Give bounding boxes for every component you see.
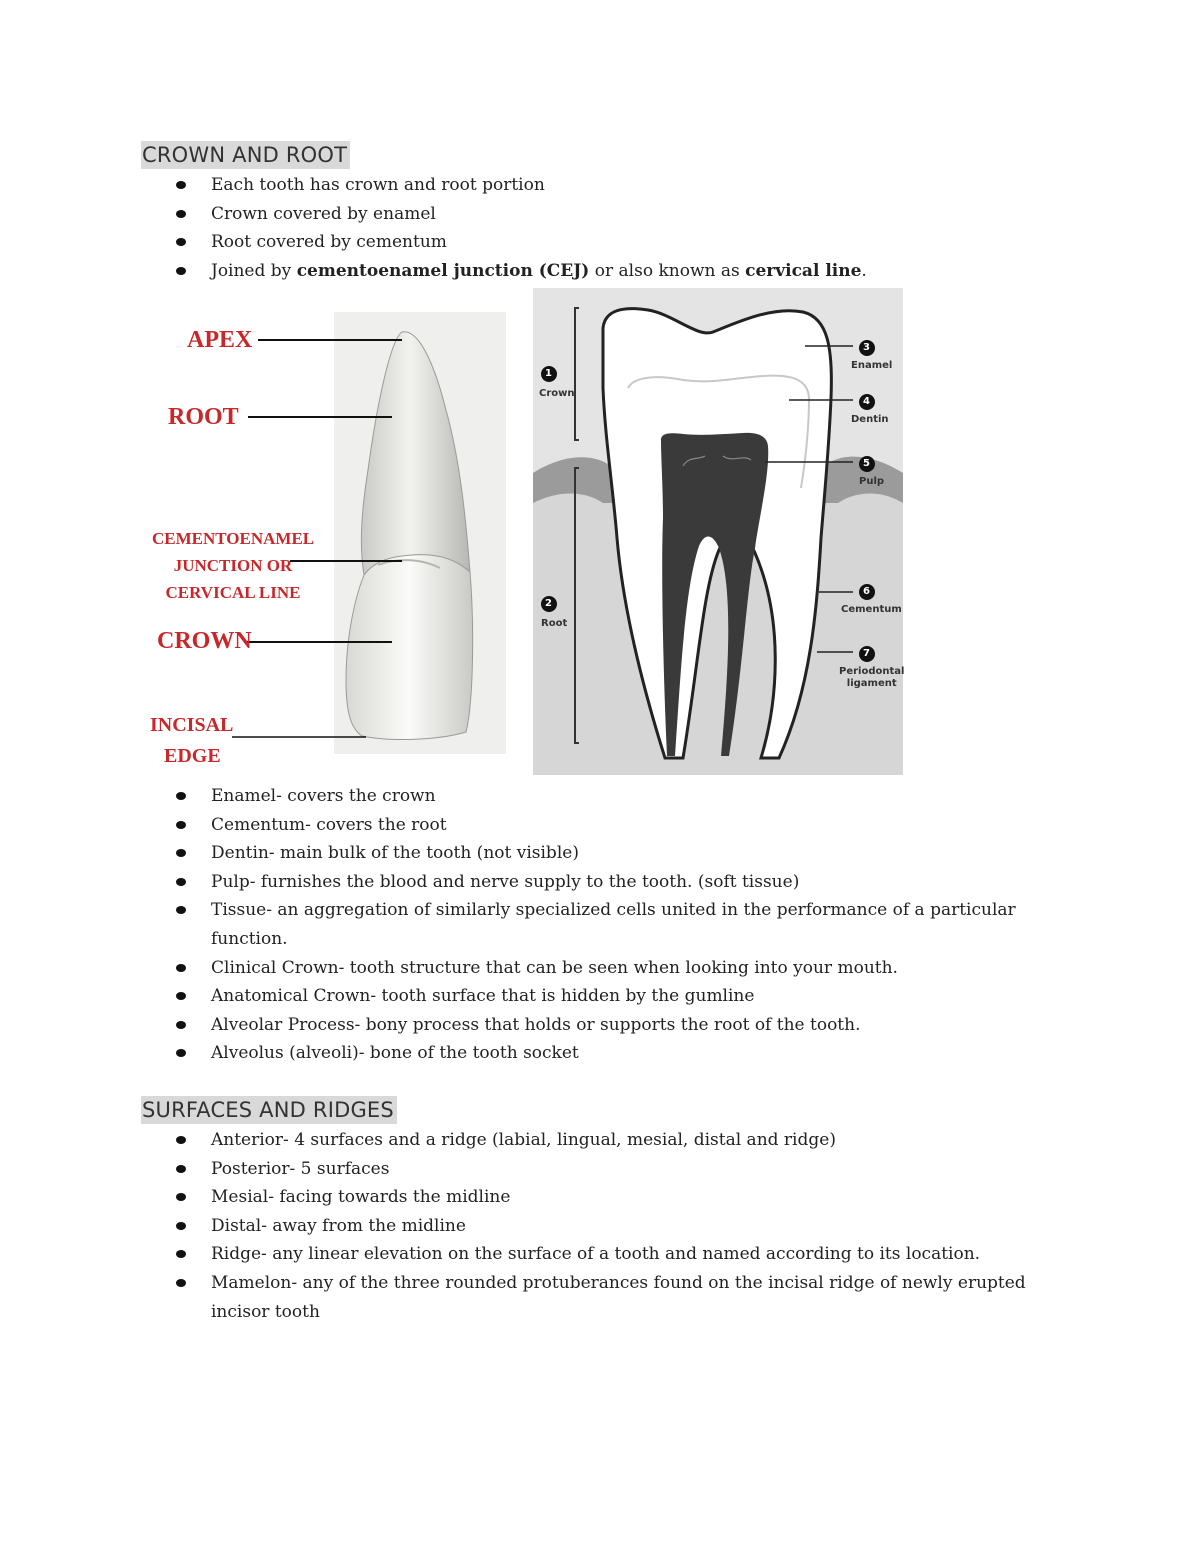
list-item: Posterior- 5 surfaces [176,1155,1031,1184]
enamel-number: 3 [863,342,870,353]
enamel-label: Enamel [851,360,893,371]
cej-label [152,525,314,606]
list-item: Anterior- 4 surfaces and a ridge (labial, lingual, mesial, distal and ridge) [176,1126,1031,1155]
cej-label-line: JUNCTION OR [173,556,293,575]
text: or also known as [589,260,746,281]
intro-bullet-list [176,171,867,285]
list-item: Root covered by cementum [176,228,867,257]
list-item: Clinical Crown- tooth structure that can be seen when looking into your mouth. [176,954,1021,983]
list-item: Crown covered by enamel [176,200,867,229]
list-item: Ridge- any linear elevation on the surface of a tooth and named according to its location. [176,1240,1021,1269]
list-item: Each tooth has crown and root portion [176,171,867,200]
text: . [861,260,867,281]
pdl-label-line: ligament [846,678,897,689]
list-item-cej [176,257,867,286]
incisal-label-line: INCISAL [150,714,234,736]
list-item: Cementum- covers the root [176,811,1021,840]
pdl-label-line: Periodontal [839,666,905,677]
root-number: 2 [545,598,552,609]
list-item: Anatomical Crown- tooth surface that is hidden by the gumline [176,982,1021,1011]
pulp-number: 5 [863,458,870,469]
list-item: Enamel- covers the crown [176,782,1021,811]
list-item: Tissue- an aggregation of similarly specialized cells united in the performance of a particular function. [176,896,1021,953]
section-heading-crown-and-root: CROWN AND ROOT [141,141,350,169]
list-item: Distal- away from the midline [176,1212,1031,1241]
molar-cross-section-figure [533,288,903,775]
apex-label: APEX [187,327,253,353]
crown-number: 1 [545,368,552,379]
dentin-label: Dentin [851,414,889,425]
list-item: Mamelon- any of the three rounded protuberances found on the incisal ridge of newly erupted incisor tooth [176,1269,1031,1326]
list-item: Dentin- main bulk of the tooth (not visible) [176,839,1021,868]
pdl-number: 7 [863,648,870,659]
incisal-label-line: EDGE [164,745,221,767]
section-heading-surfaces-and-ridges: SURFACES AND RIDGES [141,1096,397,1124]
bold-term-cej: cementoenamel junction (CEJ) [296,260,590,281]
root-label: ROOT [168,404,239,430]
definitions-bullet-list [176,782,1021,1068]
text: Joined by [211,260,297,281]
list-item: Alveolus (alveoli)- bone of the tooth socket [176,1039,1021,1068]
bold-term-cervical-line: cervical line [745,260,862,281]
surfaces-bullet-list [176,1126,1031,1326]
crown-shape [346,555,473,740]
pulp-label: Pulp [859,476,885,487]
cementum-label: Cementum [841,604,902,615]
incisor-figure [140,300,520,785]
list-item: Pulp- furnishes the blood and nerve supply to the tooth. (soft tissue) [176,868,1021,897]
crown-side-label: Crown [539,388,575,399]
root-side-label: Root [541,618,568,629]
periodontal-ligament-label [839,666,904,690]
crown-label: CROWN [157,628,252,654]
cej-label-line: CEMENTOENAMEL [152,529,315,548]
incisal-edge-label [150,710,250,772]
cementum-number: 6 [863,586,870,597]
molar-illustration [533,288,903,775]
list-item: Mesial- facing towards the midline [176,1183,1031,1212]
list-item: Alveolar Process- bony process that holds or supports the root of the tooth. [176,1011,1021,1040]
cej-label-line: CERVICAL LINE [165,583,301,602]
dentin-number: 4 [863,396,870,407]
